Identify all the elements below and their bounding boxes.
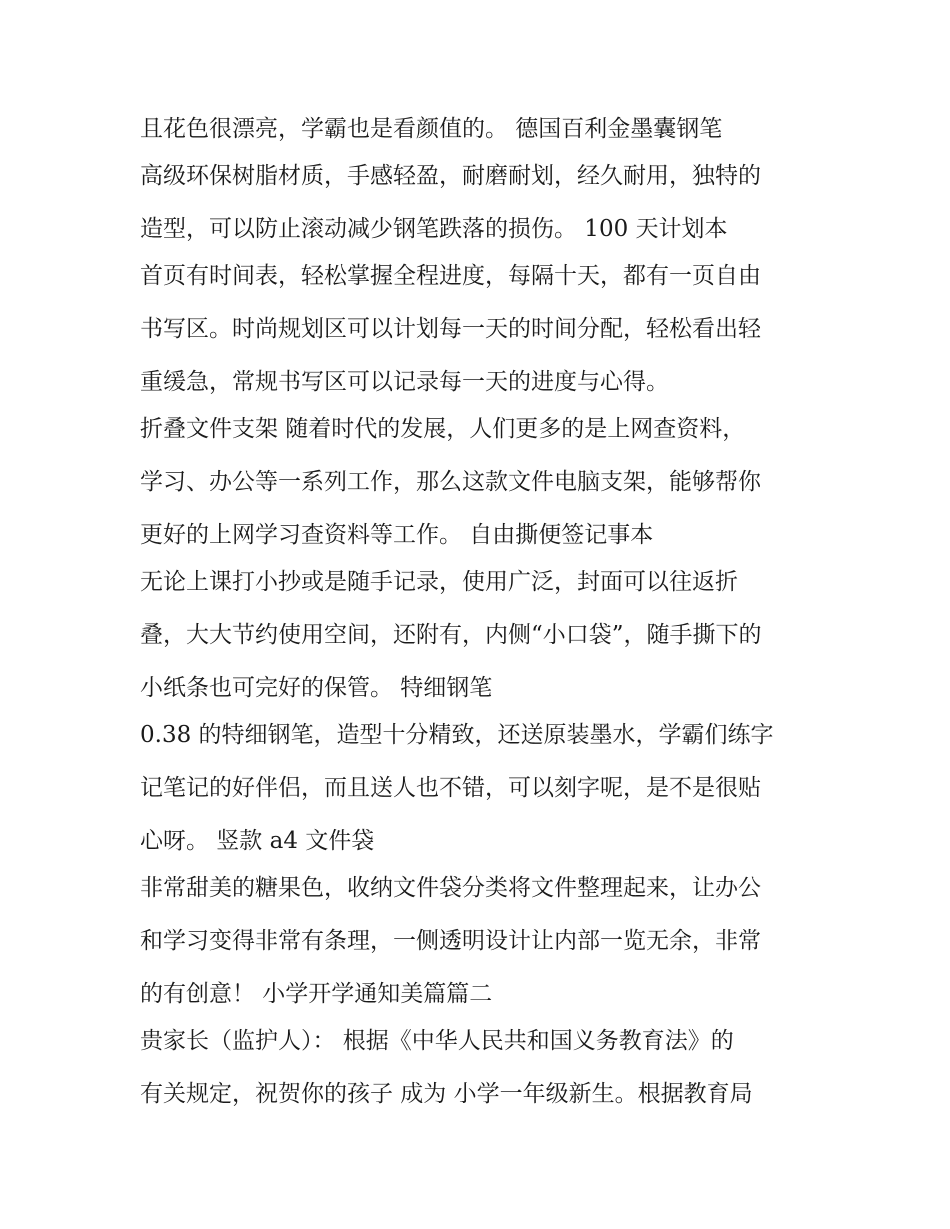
text-line: 有关规定，祝贺你的孩子 成为 小学一年级新生。根据教育局 xyxy=(140,1081,753,1107)
text-line: 小纸条也可完好的保管。 特细钢笔 xyxy=(140,675,493,701)
text-line: 和学习变得非常有条理，一侧透明设计让内部一览无余，非常 xyxy=(140,928,761,954)
text-line: 书写区。时尚规划区可以计划每一天的时间分配，轻松看出轻 xyxy=(140,316,761,342)
text-line: 贵家长（监护人）： 根据《中华人民共和国义务教育法》的 xyxy=(140,1028,734,1054)
text-line: 高级环保树脂材质，手感轻盈，耐磨耐划，经久耐用，独特的 xyxy=(140,163,761,189)
text-line: 无论上课打小抄或是随手记录，使用广泛，封面可以往返折 xyxy=(140,569,738,595)
text-line: 记笔记的好伴侣，而且送人也不错，可以刻字呢，是不是很贴 xyxy=(140,775,761,801)
text-line: 0.38 的特细钢笔，造型十分精致，还送原装墨水，学霸们练字 xyxy=(140,722,774,748)
text-line: 更好的上网学习查资料等工作。 自由撕便签记事本 xyxy=(140,522,654,548)
text-line: 叠，大大节约使用空间，还附有，内侧“小口袋”，随手撕下的 xyxy=(140,622,762,648)
text-line: 学习、办公等一系列工作，那么这款文件电脑支架，能够帮你 xyxy=(140,469,761,495)
text-line: 非常甜美的糖果色，收纳文件袋分类将文件整理起来，让办公 xyxy=(140,875,761,901)
text-line: 且花色很漂亮，学霸也是看颜值的。 德国百利金墨囊钢笔 xyxy=(140,116,723,142)
text-line: 首页有时间表，轻松掌握全程进度，每隔十天，都有一页自由 xyxy=(140,263,761,289)
text-line: 造型，可以防止滚动减少钢笔跌落的损伤。 100 天计划本 xyxy=(140,216,728,242)
text-line: 心呀。 竖款 a4 文件袋 xyxy=(140,828,375,854)
text-line: 的有创意！ 小学开学通知美篇篇二 xyxy=(140,981,493,1007)
document-body xyxy=(140,110,840,1113)
text-line: 重缓急，常规书写区可以记录每一天的进度与心得。 xyxy=(140,369,669,395)
text-line: 折叠文件支架 随着时代的发展，人们更多的是上网查资料， xyxy=(140,416,746,442)
